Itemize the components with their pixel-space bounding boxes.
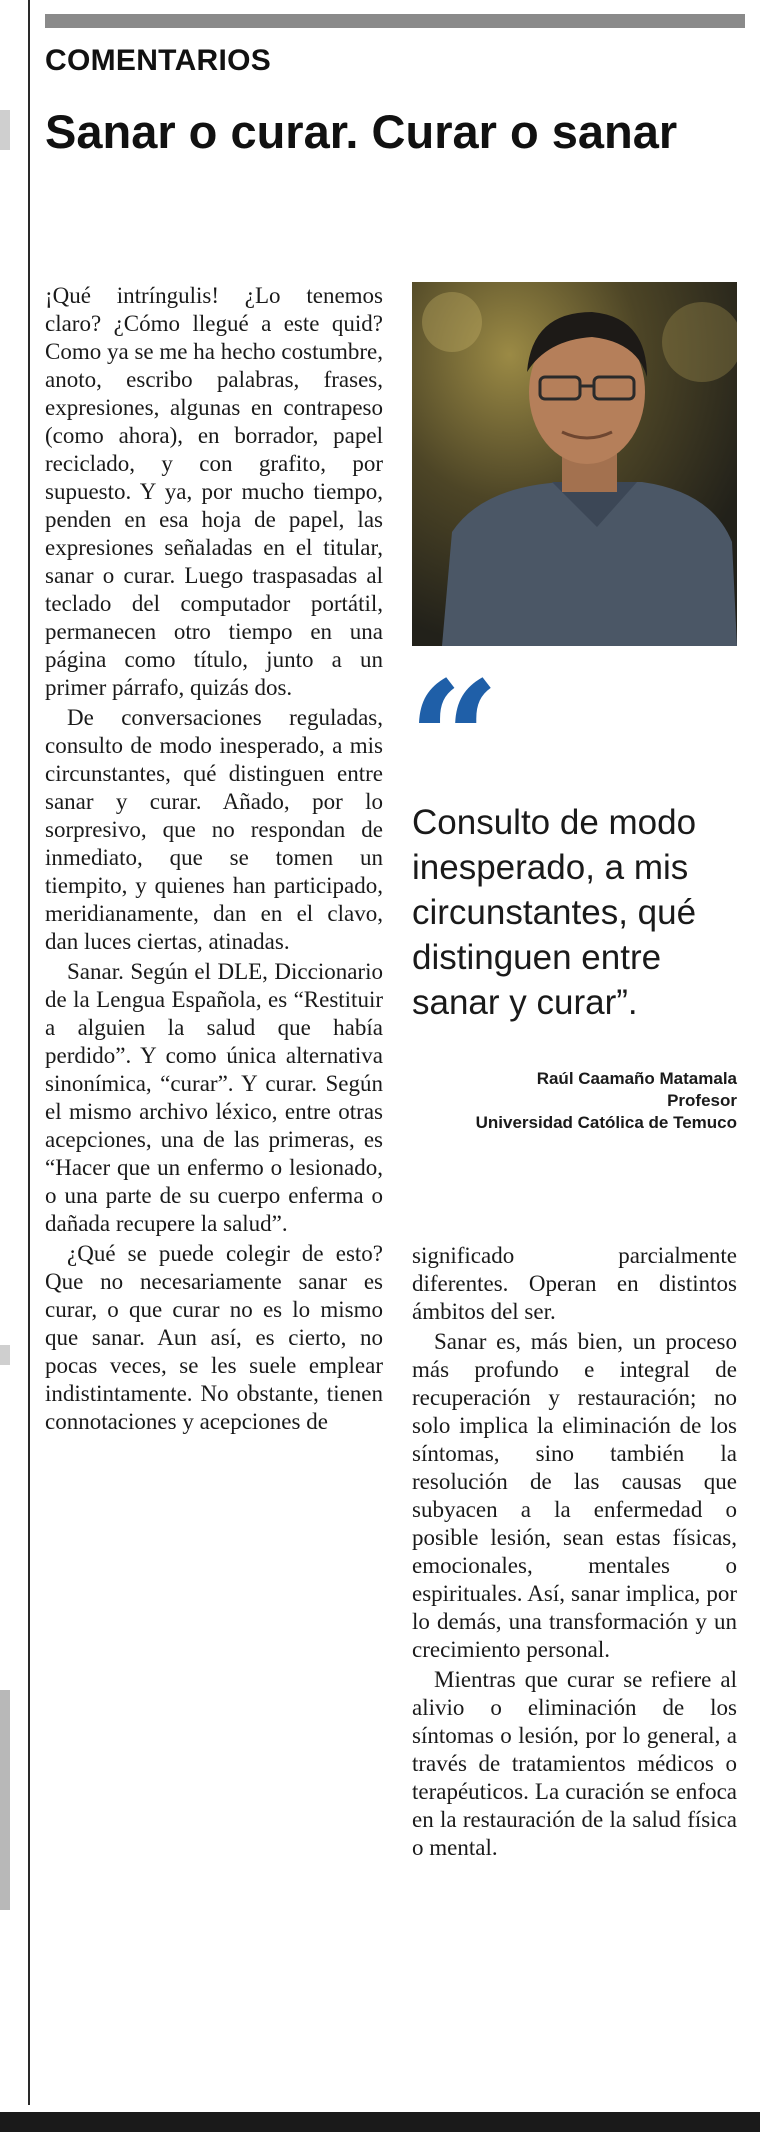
paragraph: ¿Qué se puede colegir de esto? Que no necesariamente sanar es curar, o que curar no es lo mismo que sanar. Aun así, es cierto, no pocas veces, se les suele emplear indistintamente. No obstante, tienen connotaciones y acepciones de <box>45 1241 383 1434</box>
article-column-right <box>412 1242 737 1862</box>
author-institution: Universidad Católica de Temuco <box>475 1113 737 1132</box>
author-photo <box>412 282 737 646</box>
author-byline <box>412 1068 737 1134</box>
paragraph: significado parcialmente diferentes. Operan en distintos ámbitos del ser. <box>412 1243 737 1324</box>
paragraph: Mientras que curar se refiere al alivio o eliminación de los síntomas o lesión, por lo general, a través de tratamientos médicos o terapéuticos. La curación se enfoca en la restauración de la salud física o mental. <box>412 1667 737 1860</box>
paragraph: Sanar es, más bien, un proceso más profundo e integral de recuperación y restauración; no solo implica la eliminación de los síntomas, sino también la resolución de las causas que subyacen a la enfermedad o posible lesión, sean estas físicas, emocionales, mentales o espirituales. Así, sanar implica, por lo demás, una transformación y un crecimiento personal. <box>412 1329 737 1662</box>
author-name: Raúl Caamaño Matamala <box>536 1069 737 1088</box>
section-top-bar <box>45 14 745 28</box>
article-column-left <box>45 282 383 1436</box>
quote-icon: “ <box>408 646 501 834</box>
author-title: Profesor <box>667 1091 737 1110</box>
headline: Sanar o curar. Curar o sanar <box>45 105 678 158</box>
section-label: COMENTARIOS <box>45 44 272 77</box>
pull-quote: Consulto de modo inesperado, a mis circunstantes, qué distinguen entre sanar y curar”. <box>412 803 697 1022</box>
column-rule <box>28 0 30 2105</box>
adjacent-page-edge <box>0 1345 10 1365</box>
adjacent-page-edge <box>0 1690 10 1910</box>
paragraph: De conversaciones reguladas, consulto de modo inesperado, a mis circunstantes, qué distinguen entre sanar y curar. Añado, por lo sorpresivo, que no respondan de inmediato, que se tomen un tiempito, y quienes han participado, meridianamente, dan en el clavo, dan luces ciertas, atinadas. <box>45 705 383 954</box>
author-portrait-illustration <box>412 282 737 646</box>
paragraph: Sanar. Según el DLE, Diccionario de la Lengua Española, es “Restituir a alguien la salud que había perdido”. Y como única alternativa sinonímica, “curar”. Y curar. Según el mismo archivo léxico, entre otras acepciones, una de las primeras, es “Hacer que un enfermo o lesionado, o una parte de su cuerpo enferma o dañada recupere la salud”. <box>45 959 383 1236</box>
page-bottom-bar <box>0 2112 760 2132</box>
adjacent-page-edge <box>0 110 10 150</box>
paragraph: ¡Qué intríngulis! ¿Lo tenemos claro? ¿Cómo llegué a este quid? Como ya se me ha hecho costumbre, anoto, escribo palabras, frases, expresiones, algunas en contrapeso (como ahora), en borrador, papel reciclado, y con grafito, por supuesto. Y ya, por mucho tiempo, penden en esa hoja de papel, las expresiones señaladas en el titular, sanar o curar. Luego traspasadas al teclado del computador portátil, permanecen otro tiempo en una página como título, junto a un primer párrafo, quizás dos. <box>45 283 383 700</box>
